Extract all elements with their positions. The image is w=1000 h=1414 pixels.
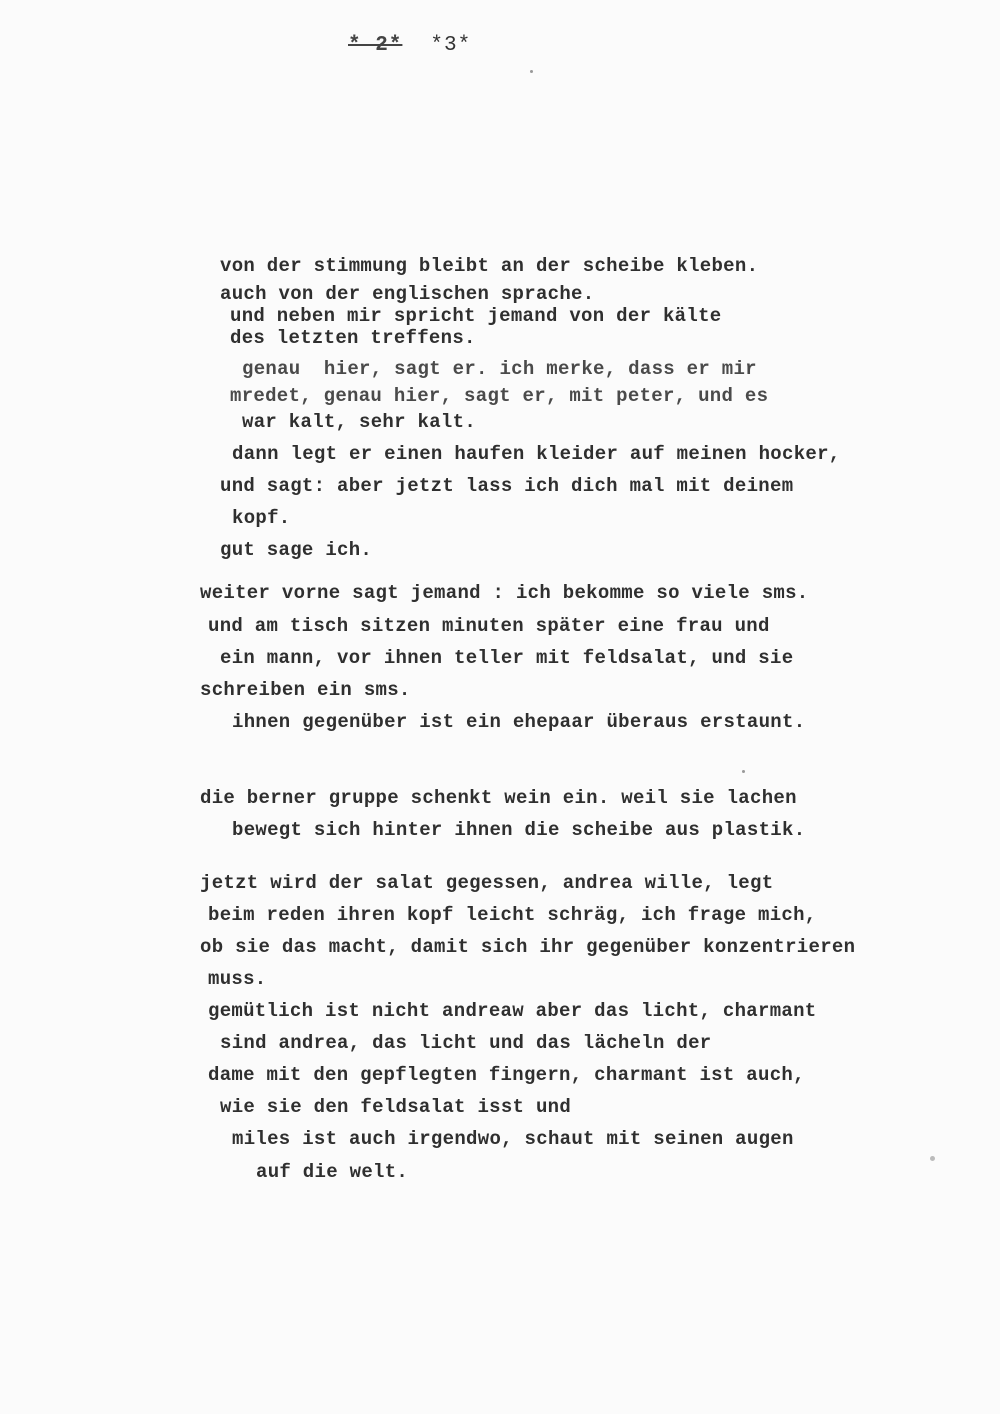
text-line: ob sie das macht, damit sich ihr gegenüber konzentrieren [200, 936, 856, 958]
text-line: ihnen gegenüber ist ein ehepaar überaus erstaunt. [232, 711, 806, 733]
text-line: war kalt, sehr kalt. [242, 411, 477, 433]
text-line: schreiben ein sms. [200, 679, 411, 701]
text-line: auch von der englischen sprache. [220, 283, 595, 305]
text-line: des letzten treffens. [230, 327, 476, 349]
text-line: ein mann, vor ihnen teller mit feldsalat, und sie [220, 647, 794, 669]
text-line: kopf. [232, 507, 291, 529]
paper-speck [530, 70, 533, 73]
text-line: beim reden ihren kopf leicht schräg, ich frage mich, [208, 904, 817, 926]
text-line: die berner gruppe schenkt wein ein. weil sie lachen [200, 787, 797, 809]
text-line: gemütlich ist nicht andreaw aber das licht, charmant [208, 1000, 817, 1022]
text-line: weiter vorne sagt jemand : ich bekomme so viele sms. [200, 582, 809, 604]
text-line: dame mit den gepflegten fingern, charmant ist auch, [208, 1064, 805, 1086]
text-line: miles ist auch irgendwo, schaut mit seinen augen [232, 1128, 794, 1150]
paper-speck [742, 770, 745, 773]
text-line: jetzt wird der salat gegessen, andrea wille, legt [200, 872, 774, 894]
current-page-number: *3* [430, 34, 472, 57]
text-line: auf die welt. [256, 1161, 409, 1183]
page-number [348, 34, 471, 57]
text-line: und sagt: aber jetzt lass ich dich mal mit deinem [220, 475, 794, 497]
text-line: wie sie den feldsalat isst und [220, 1096, 572, 1118]
text-line: sind andrea, das licht und das lächeln der [220, 1032, 712, 1054]
paper-speck [930, 1156, 935, 1161]
text-line: muss. [208, 968, 267, 990]
text-line: gut sage ich. [220, 539, 373, 561]
text-line: mredet, genau hier, sagt er, mit peter, und es [230, 385, 769, 407]
text-line: dann legt er einen haufen kleider auf meinen hocker, [232, 443, 841, 465]
text-line: bewegt sich hinter ihnen die scheibe aus plastik. [232, 819, 806, 841]
text-line: von der stimmung bleibt an der scheibe kleben. [220, 255, 759, 277]
text-line: genau hier, sagt er. ich merke, dass er mir [242, 358, 757, 380]
struck-page-number: * 2* [348, 34, 403, 57]
text-line: und am tisch sitzen minuten später eine frau und [208, 615, 770, 637]
text-line: und neben mir spricht jemand von der kälte [230, 305, 722, 327]
